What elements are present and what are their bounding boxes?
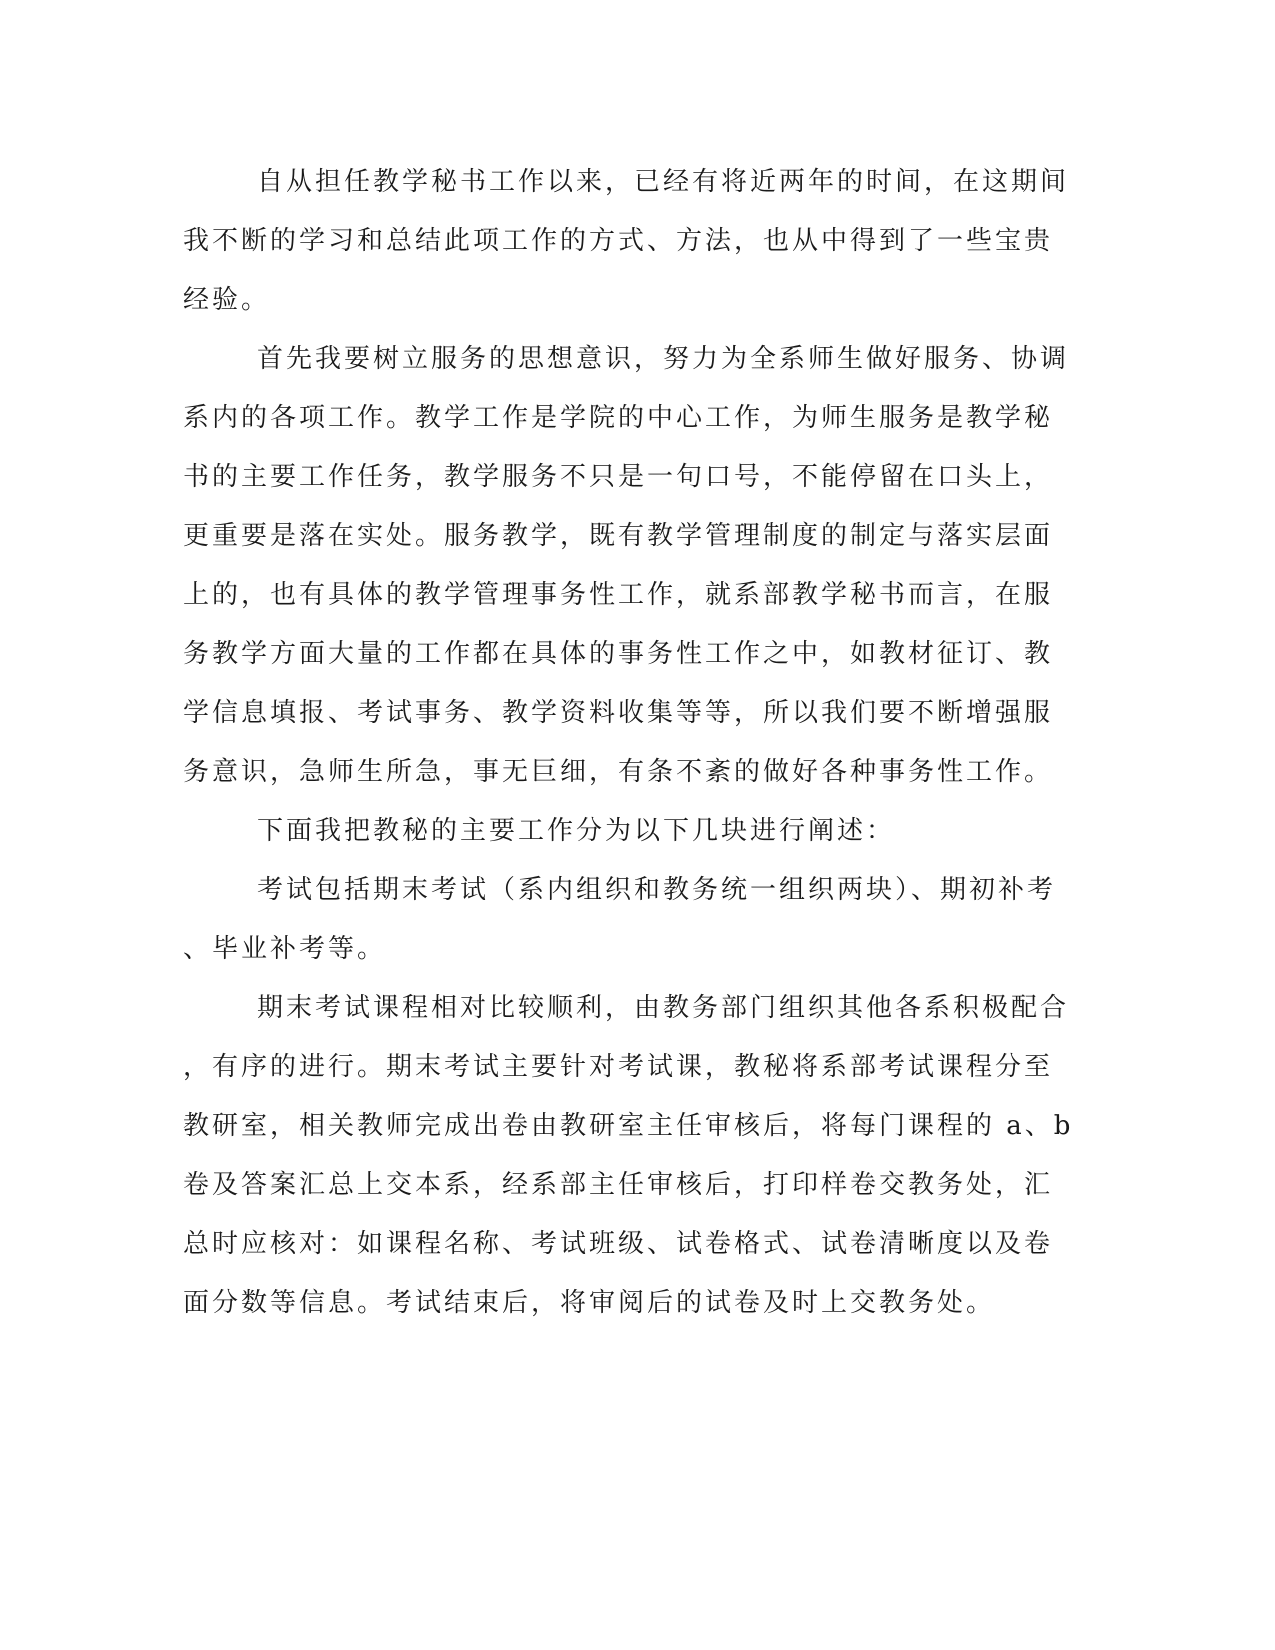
paragraph-intro xyxy=(183,153,1070,330)
text-line: 学信息填报、考试事务、教学资料收集等等，所以我们要不断增强服 xyxy=(183,698,1054,728)
text-line: 务意识，急师生所急，事无巨细，有条不紊的做好各种事务性工作。 xyxy=(183,757,1054,787)
text-line: 面分数等信息。考试结束后，将审阅后的试卷及时上交教务处。 xyxy=(183,1288,996,1318)
text-line: 我不断的学习和总结此项工作的方式、方法，也从中得到了一些宝贵 xyxy=(183,226,1054,256)
text-line: 自从担任教学秘书工作以来，已经有将近两年的时间，在这期间 xyxy=(257,167,1070,197)
text-line: 教研室，相关教师完成出卷由教研室主任审核后，将每门课程的 a、b xyxy=(183,1111,1074,1141)
paragraph-exams xyxy=(183,861,1057,979)
text-line: 务教学方面大量的工作都在具体的事务性工作之中，如教材征订、教 xyxy=(183,639,1054,669)
paragraph-final-exams xyxy=(183,979,1074,1333)
document-body xyxy=(183,153,1074,1333)
text-line: 书的主要工作任务，教学服务不只是一句口号，不能停留在口头上， xyxy=(183,462,1054,492)
text-line: 总时应核对：如课程名称、考试班级、试卷格式、试卷清晰度以及卷 xyxy=(183,1229,1054,1259)
text-line: 首先我要树立服务的思想意识，努力为全系师生做好服务、协调 xyxy=(257,344,1070,374)
text-line: 卷及答案汇总上交本系，经系部主任审核后，打印样卷交教务处，汇 xyxy=(183,1170,1054,1200)
text-line: 、毕业补考等。 xyxy=(183,934,387,964)
text-line: ，有序的进行。期末考试主要针对考试课，教秘将系部考试课程分至 xyxy=(183,1052,1054,1082)
text-line: 考试包括期末考试（系内组织和教务统一组织两块）、期初补考 xyxy=(257,875,1057,905)
text-line: 下面我把教秘的主要工作分为以下几块进行阐述： xyxy=(257,816,896,846)
paragraph-outline xyxy=(183,802,1033,861)
text-line: 上的，也有具体的教学管理事务性工作，就系部教学秘书而言，在服 xyxy=(183,580,1054,610)
text-line: 期末考试课程相对比较顺利，由教务部门组织其他各系积极配合 xyxy=(257,993,1070,1023)
text-line: 更重要是落在实处。服务教学，既有教学管理制度的制定与落实层面 xyxy=(183,521,1054,551)
text-line: 系内的各项工作。教学工作是学院的中心工作，为师生服务是教学秘 xyxy=(183,403,1054,433)
text-line: 经验。 xyxy=(183,285,271,315)
paragraph-service xyxy=(183,330,1070,802)
